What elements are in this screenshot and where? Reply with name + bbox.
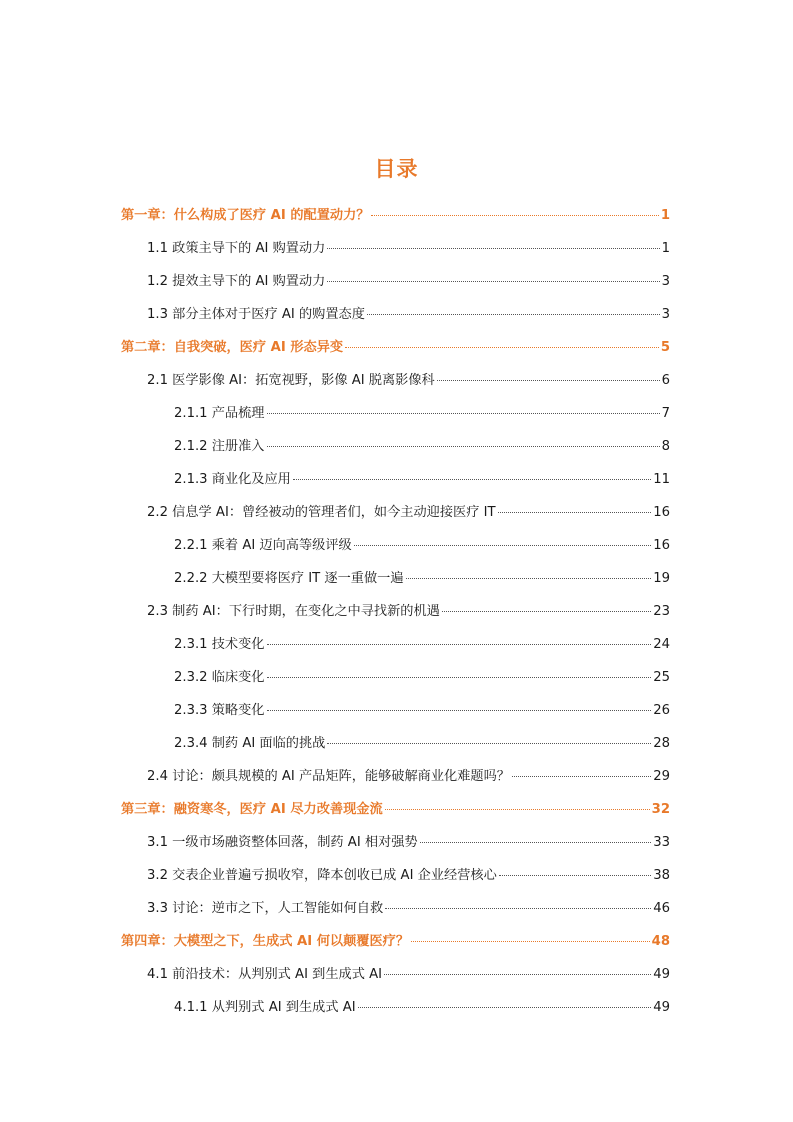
toc-entry[interactable] bbox=[174, 402, 670, 422]
toc-entry-title: 2.1 医学影像 AI：拓宽视野，影像 AI 脱离影像科 bbox=[147, 373, 435, 388]
toc-entry[interactable] bbox=[147, 831, 670, 851]
toc-page-number: 24 bbox=[653, 637, 670, 652]
toc-entry[interactable] bbox=[174, 468, 670, 488]
toc-entry[interactable] bbox=[174, 534, 670, 554]
toc-page-number: 49 bbox=[653, 967, 670, 982]
toc-page-number: 3 bbox=[661, 307, 670, 322]
toc-entry[interactable] bbox=[147, 270, 670, 290]
dot-leader bbox=[411, 941, 650, 942]
toc-entry[interactable] bbox=[147, 237, 670, 257]
dot-leader bbox=[367, 314, 660, 315]
toc-entry-title: 2.3.2 临床变化 bbox=[174, 670, 265, 685]
dot-leader bbox=[358, 1007, 652, 1008]
toc-entry-title: 1.2 提效主导下的 AI 购置动力 bbox=[147, 274, 326, 289]
toc-page-number: 7 bbox=[661, 406, 670, 421]
toc-page-number: 8 bbox=[661, 439, 670, 454]
dot-leader bbox=[371, 215, 658, 216]
toc-entry[interactable] bbox=[147, 897, 670, 917]
toc-entry[interactable] bbox=[147, 765, 670, 785]
toc-page-number: 6 bbox=[661, 373, 670, 388]
dot-leader bbox=[354, 545, 651, 546]
toc-page-number: 16 bbox=[653, 505, 670, 520]
toc-entry[interactable] bbox=[174, 633, 670, 653]
toc-page-number: 48 bbox=[651, 934, 670, 949]
toc-page-number: 46 bbox=[653, 901, 670, 916]
toc-entry-title: 第二章：自我突破，医疗 AI 形态异变 bbox=[121, 340, 344, 355]
toc-entry[interactable] bbox=[174, 435, 670, 455]
toc-entry-title: 第三章：融资寒冬，医疗 AI 尽力改善现金流 bbox=[121, 802, 383, 817]
toc-entry-title: 2.2.1 乘着 AI 迈向高等级评级 bbox=[174, 538, 352, 553]
toc-entry-title: 2.3.3 策略变化 bbox=[174, 703, 265, 718]
toc-entry[interactable] bbox=[147, 600, 670, 620]
toc-entry[interactable] bbox=[174, 666, 670, 686]
toc-entry-title: 第四章：大模型之下，生成式 AI 何以颠覆医疗？ bbox=[121, 934, 410, 949]
dot-leader bbox=[420, 842, 652, 843]
dot-leader bbox=[327, 248, 659, 249]
toc-entry-title: 2.3 制药 AI：下行时期，在变化之中寻找新的机遇 bbox=[147, 604, 440, 619]
dot-leader bbox=[499, 875, 651, 876]
toc-page-number: 1 bbox=[661, 241, 670, 256]
toc-entry-title: 2.1.3 商业化及应用 bbox=[174, 472, 291, 487]
toc-chapter-entry[interactable] bbox=[121, 930, 670, 950]
dot-leader bbox=[345, 347, 659, 348]
toc-entry-title: 第一章：什么构成了医疗 AI 的配置动力？ bbox=[121, 208, 370, 223]
dot-leader bbox=[267, 710, 652, 711]
toc-page-number: 32 bbox=[651, 802, 670, 817]
toc-entry[interactable] bbox=[174, 996, 670, 1016]
toc-page-number: 26 bbox=[653, 703, 670, 718]
toc-entry-title: 4.1 前沿技术：从判别式 AI 到生成式 AI bbox=[147, 967, 382, 982]
dot-leader bbox=[327, 743, 651, 744]
dot-leader bbox=[385, 809, 650, 810]
toc-chapter-entry[interactable] bbox=[121, 204, 670, 224]
toc-page-number: 11 bbox=[653, 472, 670, 487]
dot-leader bbox=[498, 512, 652, 513]
page-title: 目录 bbox=[374, 157, 419, 181]
toc-entry-title: 1.1 政策主导下的 AI 购置动力 bbox=[147, 241, 326, 256]
toc-page-number: 19 bbox=[653, 571, 670, 586]
dot-leader bbox=[293, 479, 651, 480]
toc-entry-title: 2.1.1 产品梳理 bbox=[174, 406, 265, 421]
dot-leader bbox=[385, 908, 651, 909]
dot-leader bbox=[267, 413, 660, 414]
dot-leader bbox=[512, 776, 651, 777]
toc-entry[interactable] bbox=[147, 864, 670, 884]
dot-leader bbox=[327, 281, 659, 282]
toc-entry[interactable] bbox=[174, 567, 670, 587]
toc-entry-title: 1.3 部分主体对于医疗 AI 的购置态度 bbox=[147, 307, 365, 322]
dot-leader bbox=[267, 677, 652, 678]
dot-leader bbox=[437, 380, 660, 381]
toc-entry[interactable] bbox=[147, 369, 670, 389]
toc-entry[interactable] bbox=[174, 732, 670, 752]
dot-leader bbox=[384, 974, 651, 975]
toc-page-number: 28 bbox=[653, 736, 670, 751]
toc-entry-title: 2.4 讨论：颇具规模的 AI 产品矩阵，能够破解商业化难题吗？ bbox=[147, 769, 510, 784]
toc-entry[interactable] bbox=[147, 303, 670, 323]
toc-page-number: 3 bbox=[661, 274, 670, 289]
toc-entry-title: 2.3.4 制药 AI 面临的挑战 bbox=[174, 736, 326, 751]
toc-chapter-entry[interactable] bbox=[121, 798, 670, 818]
dot-leader bbox=[267, 446, 660, 447]
toc-chapter-entry[interactable] bbox=[121, 336, 670, 356]
toc-entry[interactable] bbox=[147, 963, 670, 983]
toc-entry-title: 3.3 讨论：逆市之下，人工智能如何自救 bbox=[147, 901, 384, 916]
toc-page-number: 38 bbox=[653, 868, 670, 883]
toc-page-number: 16 bbox=[653, 538, 670, 553]
toc-page-number: 33 bbox=[653, 835, 670, 850]
toc-entry-title: 3.1 一级市场融资整体回落，制药 AI 相对强势 bbox=[147, 835, 418, 850]
toc-page-number: 29 bbox=[653, 769, 670, 784]
toc-entry-title: 4.1.1 从判别式 AI 到生成式 AI bbox=[174, 1000, 356, 1015]
toc-entry-title: 2.2.2 大模型要将医疗 IT 逐一重做一遍 bbox=[174, 571, 404, 586]
toc-page-number: 5 bbox=[660, 340, 670, 355]
dot-leader bbox=[406, 578, 652, 579]
dot-leader bbox=[267, 644, 652, 645]
toc-page-number: 25 bbox=[653, 670, 670, 685]
toc-page-number: 49 bbox=[653, 1000, 670, 1015]
toc-entry-title: 2.2 信息学 AI：曾经被动的管理者们，如今主动迎接医疗 IT bbox=[147, 505, 496, 520]
toc-page-number: 23 bbox=[653, 604, 670, 619]
toc-entry[interactable] bbox=[174, 699, 670, 719]
toc-entry-title: 2.3.1 技术变化 bbox=[174, 637, 265, 652]
dot-leader bbox=[442, 611, 651, 612]
toc-entry-title: 3.2 交表企业普遍亏损收窄，降本创收已成 AI 企业经营核心 bbox=[147, 868, 497, 883]
toc-entry-title: 2.1.2 注册准入 bbox=[174, 439, 265, 454]
toc-page-number: 1 bbox=[660, 208, 670, 223]
toc-entry[interactable] bbox=[147, 501, 670, 521]
